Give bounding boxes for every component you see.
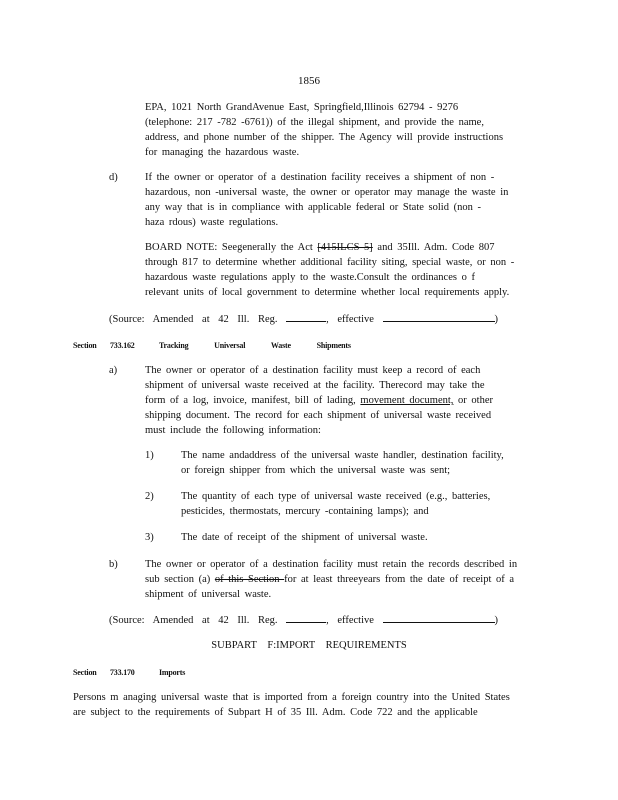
text-line: shipment of universal waste. bbox=[145, 589, 272, 600]
paragraph-text: for at least threeyears from the date of receipt of a bbox=[284, 574, 515, 585]
board-note-text: BOARD NOTE: Seegenerally the Act bbox=[145, 242, 318, 253]
paragraph-label: a) bbox=[109, 365, 118, 376]
paragraph-text: or other bbox=[453, 395, 493, 406]
item-label: 2) bbox=[145, 491, 154, 502]
section-title: Imports bbox=[159, 668, 186, 677]
text-line: pesticides, thermostats, mercury -containing lamps); and bbox=[181, 506, 429, 517]
item-label: 3) bbox=[145, 532, 154, 543]
text-line bbox=[145, 572, 541, 587]
text-line: The owner or operator of a destination facility must retain the records described in bbox=[145, 559, 518, 570]
text-line: shipment of universal waste received at the facility. Therecord may take the bbox=[145, 380, 485, 391]
blank-effective-line bbox=[383, 311, 495, 322]
subpart-heading: SUBPART F:IMPORT REQUIREMENTS bbox=[211, 640, 407, 651]
blank-register-line bbox=[286, 311, 326, 322]
text-line: relevant units of local government to determine whether local requirements apply. bbox=[145, 287, 510, 298]
text-line: address, and phone number of the shipper. The Agency will provide instructions bbox=[145, 132, 504, 143]
board-note bbox=[145, 240, 538, 300]
text-line: must include the following information: bbox=[145, 425, 321, 436]
text-line: (telephone: 217 -782 -6761)) of the illegal shipment, and provide the name, bbox=[145, 117, 484, 128]
blank-register-line bbox=[286, 612, 326, 623]
text-line: The quantity of each type of universal waste received (e.g., batteries, bbox=[181, 491, 491, 502]
text-line: The name andaddress of the universal waste handler, destination facility, bbox=[181, 450, 504, 461]
section-number: 733.162 bbox=[110, 341, 135, 350]
text-line: EPA, 1021 North GrandAvenue East, Springfield,Illinois 62794 - 9276 bbox=[145, 102, 459, 113]
text-line: The owner or operator of a destination facility must keep a record of each bbox=[145, 365, 481, 376]
paragraph-text: form of a log, invoice, manifest, bill of lading, bbox=[145, 395, 361, 406]
inserted-text: movement document, bbox=[360, 395, 454, 406]
struck-text: of this Section bbox=[214, 574, 285, 585]
paragraph-162b bbox=[145, 557, 541, 602]
text-line: hazardous, non -universal waste, the owner or operator may manage the waste in bbox=[145, 187, 509, 198]
text-line bbox=[145, 393, 512, 408]
source-effective: effective bbox=[337, 615, 374, 626]
source-close: ) bbox=[494, 615, 499, 626]
struck-text: [415ILCS 5] bbox=[317, 242, 373, 253]
text-line bbox=[145, 240, 538, 255]
paragraph-label: b) bbox=[109, 559, 118, 570]
text-line: Persons m anaging universal waste that is imported from a foreign country into the United States bbox=[73, 692, 510, 703]
paragraph-label: d) bbox=[109, 172, 118, 183]
text-line: shipping document. The record for each shipment of universal waste received bbox=[145, 410, 492, 421]
paragraph-c-continuation bbox=[145, 100, 528, 160]
list-item bbox=[181, 448, 526, 478]
section-word: Section bbox=[73, 668, 97, 677]
section-word: Section bbox=[73, 341, 97, 350]
paragraph-162a bbox=[145, 363, 512, 438]
page-number: 1856 bbox=[298, 75, 320, 87]
source-close: ) bbox=[494, 314, 499, 325]
text-line: hazardous waste regulations apply to the waste.Consult the ordinances o f bbox=[145, 272, 475, 283]
paragraph-text: sub section (a) bbox=[145, 574, 215, 585]
text-line: through 817 to determine whether additional facility siting, special waste, or non - bbox=[145, 257, 515, 268]
source-note: (Source: Amended at 42 Ill. Reg. , effective ) bbox=[109, 311, 498, 327]
text-line: The date of receipt of the shipment of universal waste. bbox=[181, 532, 428, 543]
list-item bbox=[181, 489, 507, 519]
section-heading bbox=[73, 665, 373, 679]
source-effective: effective bbox=[337, 314, 374, 325]
section-title: Tracking Universal Waste Shipments bbox=[159, 341, 351, 350]
blank-effective-line bbox=[383, 612, 495, 623]
source-text: (Source: Amended at 42 Ill. Reg. bbox=[109, 314, 278, 325]
text-line: are subject to the requirements of Subpart H of 35 Ill. Adm. Code 722 and the applicable bbox=[73, 707, 478, 718]
text-line: for managing the hazardous waste. bbox=[145, 147, 300, 158]
board-note-text: and 35Ill. Adm. Code 807 bbox=[372, 242, 495, 253]
text-line: If the owner or operator of a destination facility receives a shipment of non - bbox=[145, 172, 495, 183]
paragraph-d bbox=[145, 170, 533, 230]
source-text: (Source: Amended at 42 Ill. Reg. bbox=[109, 615, 278, 626]
text-line: haza rdous) waste regulations. bbox=[145, 217, 279, 228]
source-note: (Source: Amended at 42 Ill. Reg. , effective ) bbox=[109, 612, 498, 628]
text-line: or foreign shipper from which the universal waste was sent; bbox=[181, 465, 451, 476]
section-number: 733.170 bbox=[110, 668, 135, 677]
text-line: any way that is in compliance with applicable federal or State solid (non - bbox=[145, 202, 481, 213]
item-label: 1) bbox=[145, 450, 154, 461]
section-heading bbox=[73, 338, 543, 352]
imports-paragraph bbox=[73, 690, 533, 720]
list-item bbox=[181, 530, 526, 545]
